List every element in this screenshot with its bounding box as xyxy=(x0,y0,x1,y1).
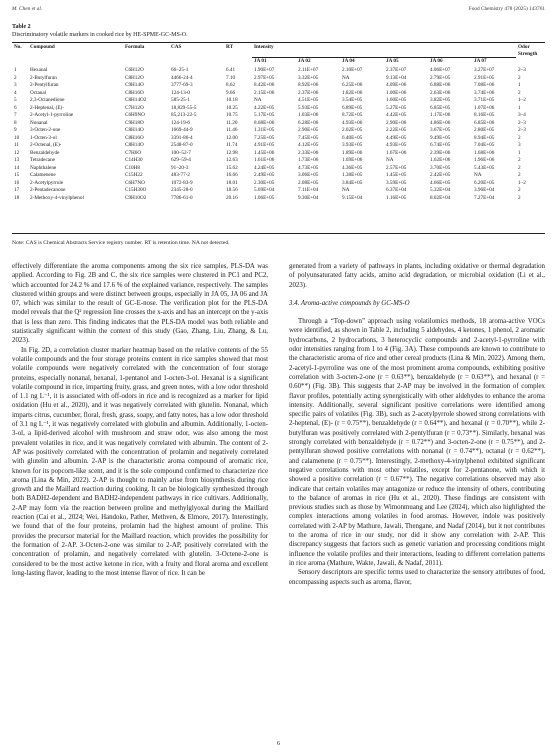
table-cell: NA xyxy=(474,172,482,178)
table-cell: 1.96E+06 xyxy=(474,157,495,163)
table-cell: 2-Pentylfuran xyxy=(30,82,59,88)
table-row xyxy=(12,82,545,90)
table-cell: 2.57E+05 xyxy=(386,164,407,171)
table-cell: 2 xyxy=(518,134,521,141)
table-cell: 18 xyxy=(14,194,20,201)
table-cell: 2.49E+05 xyxy=(254,172,275,178)
table-cell: 2.90E+06 xyxy=(386,119,407,126)
table-cell: 4.66E+05 xyxy=(430,179,451,186)
table-cell: 15 xyxy=(14,172,20,178)
table-cell: 3.32E+05 xyxy=(298,74,319,81)
table-cell: 6.28E+06 xyxy=(298,119,319,126)
table-cell: 3.70E+05 xyxy=(430,164,451,171)
table-cell: 13 xyxy=(14,157,20,163)
table-cell: 66–25-1 xyxy=(171,67,189,73)
table-cell: 1-Octen-3-ol xyxy=(30,134,57,141)
table-cell: 1.16E+05 xyxy=(386,194,407,201)
table-cell: 3 xyxy=(518,142,521,148)
table-cell: 2.79E+05 xyxy=(430,74,451,81)
right-column xyxy=(289,262,545,587)
table-cell: 9.66 xyxy=(226,89,236,96)
table-cell: 6.41 xyxy=(226,67,236,73)
table-cell: 10.75 xyxy=(226,112,238,118)
table-cell: 5.93E+05 xyxy=(298,104,319,111)
table-cell: C7H6O xyxy=(125,149,142,156)
table-cell: 3.27E+07 xyxy=(474,67,495,73)
table-cell: 3.96E+04 xyxy=(474,187,495,193)
running-header-journal: Food Chemistry 478 (2025) 143761 xyxy=(468,6,545,12)
table-cell: 11.20 xyxy=(226,119,238,126)
table-cell: C6H7NO xyxy=(125,179,145,186)
table-cell: 3–4 xyxy=(518,112,526,118)
table-row xyxy=(12,165,545,173)
table-cell: C9H10O2 xyxy=(125,194,147,201)
table-cell: C14H30 xyxy=(125,157,143,163)
table-cell: NA xyxy=(342,187,350,193)
table-cell: 2.91E+05 xyxy=(474,74,495,81)
table-cell: 2.42E+05 xyxy=(430,172,451,178)
table-cell: 4.22E+05 xyxy=(254,104,275,111)
table-cell: 4.73E+05 xyxy=(298,164,319,171)
table-header-row xyxy=(12,44,545,57)
table-cell: 124-13-0 xyxy=(171,89,191,96)
table-cell: 2.10E+07 xyxy=(342,67,363,73)
table-cell: 1.67E+06 xyxy=(386,149,407,156)
table-cell: 7.27E+04 xyxy=(474,194,495,201)
table-cell: 3-Octen-2-one xyxy=(30,127,61,133)
table-cell: C7H12O xyxy=(125,104,144,111)
table-cell: 2.08E+05 xyxy=(298,179,319,186)
table-cell: 124-19-6 xyxy=(171,119,191,126)
table-cell: 9.49E+05 xyxy=(430,134,451,141)
table-cell: 3.71E+05 xyxy=(474,97,495,103)
table-row xyxy=(12,97,545,105)
table-cell: 3777-69-3 xyxy=(171,82,193,88)
table-cell: 2 xyxy=(14,74,17,81)
table-cell: 5.32E+04 xyxy=(430,187,451,193)
table-cell: NA xyxy=(342,74,350,81)
table-cell: 5.43E+05 xyxy=(474,164,495,171)
table-cell: 8.92E+06 xyxy=(298,82,319,88)
table-cell: 7.04E+05 xyxy=(474,142,495,148)
table-row xyxy=(12,180,545,188)
table-cell: 2–3 xyxy=(518,119,526,126)
table-cell: 16 xyxy=(14,179,20,186)
table-cell: 2-Acetyl-1-pyrroline xyxy=(30,112,74,118)
table-cell: 85,213-22-5 xyxy=(171,112,197,118)
table-cell: 4.93E+06 xyxy=(342,119,363,126)
table-cell: 4.12E+05 xyxy=(298,142,319,148)
table-row xyxy=(12,120,545,128)
table-cell: 3.84E+05 xyxy=(342,179,363,186)
table-cell: 7.08E+06 xyxy=(474,82,495,88)
table-cell: 2.02E+05 xyxy=(342,127,363,133)
table-cell: 12.98 xyxy=(226,149,238,156)
table-cell: 4.09E+06 xyxy=(386,82,407,88)
table-cell: 483-77-2 xyxy=(171,172,191,178)
intensity-col-header: JA 04 xyxy=(340,57,384,65)
table-cell: 2.39E+06 xyxy=(430,149,451,156)
table-cell: 6.85E+05 xyxy=(430,104,451,111)
table-cell: 4466-24-4 xyxy=(171,74,193,81)
table-cell: 2-Methoxy-4-vinylphenol xyxy=(30,194,84,201)
table-cell: 1.45E+06 xyxy=(254,149,275,156)
table-cell: 1.31E+05 xyxy=(254,127,275,133)
left-column xyxy=(12,262,268,578)
table-cell: 7.11E+04 xyxy=(298,187,319,193)
table-cell: 8.16E+05 xyxy=(474,112,495,118)
table-bottom-rule xyxy=(12,233,545,234)
table-cell: 3.06E+05 xyxy=(298,172,319,178)
table-cell: 8.68E+06 xyxy=(254,119,275,126)
table-cell: Nonanal xyxy=(30,119,48,126)
right-paragraph-2: Through a “Top-down” approach using volatilomics methods, 18 aroma-active VOCs were identified, as shown in Table 2, including 5 aldehydes, 4 ketones, 1 phenol, 2 aromatic hydrocarbons, 2 hydrocarbons, 3 heterocyclic compounds and 2-acetyl-1-pyrroline with odor intensities ranging from 1 to 4 (Fig. 3A). These compounds are known to contribute to the characteristic aroma of rice and other cereal products (Lina & Min, 2022). Among them, 2-acetyl-1-pyrroline was one of the most prominent aroma compounds, exhibiting positive correlation with 3-octen-2-one (r = 0.63**), benzaldehyde (r = 0.63**), and hexanal (r = 0.60**) (Fig. 3B). This suggests that 2-AP may be involved in the formation of complex flavor profiles, potentially acting synergistically with other aldehydes to enhance the aroma intensity. Additionally, several significant positive correlations were identified among specific pairs of volatiles (Fig. 3B), such as 2-acetylpyrrole showed strong correlations with 2-heptenal, (E)- (r = 0.75**), benzaldehyde (r = 0.64**), and hexanal (r = 0.70**), while 2-butylfuran was positively correlated with 2-pentylfuran (r = 0.73**). Similarly, hexanal was strongly correlated with benzaldehyde (r = 0.72**) and 3-octen-2-one (r = 0.75**), and 2-pentylfuran showed positive correlations with nonanal (r = 0.74**), octanal (r = 0.62**), and calamenene (r = 0.75**). Interestingly, 2-methoxy-4-vinylphenol exhibited significant negative correlations with most other volatiles, except for 2-pentanone, with which it showed a positive correlation (r = 0.67**). The negative correlations observed may also indicate that certain volatiles may antagonize or reduce the intensity of others, contributing to the balance of aromas in rice (Hu et al., 2020). These findings are consistent with previous studies such as those by Wimonmuang and Lee (2024), which also highlighted the complex interactions among volatiles in food aromas. However, indole was positively correlated with 2-AP by Mathure, Jawali, Thengane, and Nadaf (2014), but it not contributes to the aroma of rice in our study, nor did it show any correlation with 2-AP. This discrepancy suggests that factors such as genetic variation and processing conditions might influence the volatile profiles and their interactions, leading to different correlation patterns in rice aroma (Mathure, Wakte, Jawali, & Nadaf, 2011). xyxy=(289,318,545,567)
col-cas: CAS xyxy=(171,44,182,50)
table-cell: 4.93E+05 xyxy=(386,142,407,148)
table-cell: 2.33E+06 xyxy=(298,149,319,156)
table-cell: 20.16 xyxy=(226,194,238,201)
table-cell: Benzaldehyde xyxy=(30,149,60,156)
table-cell: 1.82E+06 xyxy=(342,89,363,96)
table-cell: C15H30O xyxy=(125,187,147,193)
table-cell: 8.42E+06 xyxy=(254,82,275,88)
intensity-col-header: JA 02 xyxy=(296,57,340,65)
table-cell: 11.46 xyxy=(226,127,238,133)
table-cell: 12.00 xyxy=(226,134,238,141)
table-cell: 2-Butylfuran xyxy=(30,74,57,81)
table-cell: 585-25-1 xyxy=(171,97,191,103)
table-cell: 4.91E+05 xyxy=(254,142,275,148)
table-cell: 1072-83-9 xyxy=(171,179,193,186)
table-row xyxy=(12,142,545,150)
left-paragraph-1: effectively differentiate the aroma components among the six rice samples, PLS-DA was applied. According to Fig. 2B and C, the six rice samples were clustered in PC1 and PC2, which accounted for 24.2 % and 17.6 % of the explained variance, respectively. The samples clustered within groups and were distinct between groups, especially in JA 05, JA 06 and JA 07, which was similar to the result of GC-E-nose. The verification plot for the PLS-DA model reveals that the Q² regression line crosses the x-axis and has an intercept on the y-axis that is less than zero. This finding indicates that the PLS-DA model was both reliable and statistically significant within the context of this study (Gao, Zhang, Liu, Zhang, & Lu, 2023). xyxy=(12,263,268,345)
table-cell: 7.10 xyxy=(226,74,236,81)
table-row xyxy=(12,105,545,113)
intensity-col-header: JA 06 xyxy=(428,57,472,65)
table-row xyxy=(12,135,545,143)
table-cell: 5.17E+05 xyxy=(254,112,275,118)
table-cell: 3 xyxy=(14,82,17,88)
table-cell: 1.69E+06 xyxy=(342,157,363,163)
table-cell: Hexanal xyxy=(30,67,48,73)
table-cell: 2345-28-0 xyxy=(171,187,193,193)
table-subheader-row xyxy=(12,57,545,65)
table-row xyxy=(12,172,545,180)
table-cell: 2548-87-0 xyxy=(171,142,193,148)
table-cell: 1.90E+07 xyxy=(254,67,275,73)
table-cell: NA xyxy=(254,97,262,103)
table-cell: 4.06E+07 xyxy=(430,67,451,73)
section-heading: 3.4. Aroma-active compounds by GC-MS-O xyxy=(289,299,410,307)
table-cell: 8 xyxy=(14,119,17,126)
table-cell: 100–52-7 xyxy=(171,149,191,156)
table-note: Note: CAS is Chemical Abstracts Service registry number. RT is retention time. NA not detected. xyxy=(12,240,230,246)
table-label: Table 2 xyxy=(12,24,31,30)
table-cell: 4.42E+05 xyxy=(386,112,407,118)
table-cell: 1.73E+06 xyxy=(298,157,319,163)
table-cell: 2.15E+06 xyxy=(254,89,275,96)
table-cell: 11.74 xyxy=(226,142,238,148)
table-cell: 1669-44-9 xyxy=(171,127,193,133)
table-cell: C9H18O xyxy=(125,119,144,126)
table-cell: C10H8 xyxy=(125,164,140,171)
table-cell: 6.89E+05 xyxy=(342,104,363,111)
table-cell: 2.11E+07 xyxy=(298,67,319,73)
left-paragraph-2: In Fig. 2D, a correlation cluster marker heatmap based on the relative contents of the 55 volatile compounds and the four storage proteins content in rice samples showed that most volatile compounds were negatively correlated with the concentration of four storage proteins, especially nonanal, hexanal, 1-pentanol and 1-octen-3-ol. Hexanal is a significant volatile compound in rice, imparting fruity, grass, and green notes, with a low odor threshold of 1.1 ng L⁻¹, it is associated with off-odors in rice and is recognized as a marker for lipid oxidation (Hu et al., 2020), and it was negatively correlated with glutelin. Nonanal, which imparts citrus, cucumber, floral, fresh, grass, soapy, and fatty notes, has a low odor threshold of 3.1 ng L⁻¹, it was negatively correlated with globulin and albumin. Additionally, 1-octen-3-ol, a lipid-derived alcohol with mushroom and straw odor, was also among the most prevalent volatiles in rice, and it was negatively correlated with albumin. The content of 2-AP was positively correlated with the concentration of prolamin and negatively correlated with glutelin and albumin. 2-AP is the characteristic aroma compound of aromatic rice, known for its popcorn-like scent, and it is the sole compound confirmed to characterize rice aroma (Lina & Min, 2022). 2-AP is thought to mainly arise from biosynthesis during rice growth and the Maillard reaction during cooking. It can be biologically synthesized through both BADH2-dependent and BADH2-independent pathways in rice cultivars. Additionally, 2-AP may form via the reaction between proline and methylglyoxal during the Maillard reaction (Cai et al., 2024; Wei, Handoko, Pather, Methven, & Elmore, 2017). Interestingly, we found that of the four proteins, prolamin had the highest amount of proline. This provides the precursor material for the Maillard reaction, which provides the possibility for the formation of 2-AP. 3-Octen-2-one was similar to 2-AP, positively correlated with the concentration of prolamin, and negatively correlated with glutelin. 3-Octene-2-one is considered to be the most active ketone in rice, with a fruity and floral aroma and excellent long-lasting flavor, leading to the most intense flavor of rice. It can be xyxy=(12,346,268,577)
table-cell: 1.45E+05 xyxy=(386,172,407,178)
table-cell: 18.01 xyxy=(226,179,238,186)
table-cell: 3.67E+05 xyxy=(430,127,451,133)
table-cell: 3.54E+05 xyxy=(342,97,363,103)
table-row xyxy=(12,150,545,158)
table-cell: 18,829-55-5 xyxy=(171,104,197,111)
col-compound: Compound xyxy=(30,44,55,50)
table-cell: 3391-86-4 xyxy=(171,134,193,141)
table-cell: 4.51E+05 xyxy=(298,97,319,103)
table-cell: 1 xyxy=(518,104,521,111)
running-header-authors: M. Chen et al. xyxy=(12,6,43,12)
col-rt: RT xyxy=(226,44,234,50)
table-cell: 10.18 xyxy=(226,97,238,103)
table-cell: 2,3-Octanedione xyxy=(30,97,65,103)
intensity-col-header: JA 01 xyxy=(252,57,296,65)
table-cell: 6.25E+06 xyxy=(342,82,363,88)
col-formula: Formula xyxy=(125,44,145,50)
table-cell: 1.00E+06 xyxy=(386,89,407,96)
table-cell: Octanal xyxy=(30,89,47,96)
table-cell: 12.63 xyxy=(226,157,238,163)
table-cell: 91–20-3 xyxy=(171,164,189,171)
table-cell: 2 xyxy=(518,187,521,193)
table-cell: 1 xyxy=(14,67,17,73)
table-cell: 2-Octenal, (E)- xyxy=(30,142,62,148)
table-cell: 8.94E+05 xyxy=(474,134,495,141)
table-cell: 629–59-4 xyxy=(171,157,191,163)
table-cell: 2–3 xyxy=(518,127,526,133)
table-cell: 8.02E+04 xyxy=(430,194,451,201)
table-cell: 2-Heptenal, (E)- xyxy=(30,104,64,111)
table-cell: 6.85E+06 xyxy=(474,119,495,126)
table-cell: 12 xyxy=(14,149,20,156)
table-row xyxy=(12,195,545,203)
table-cell: NA xyxy=(386,157,394,163)
table-cell: 8.72E+05 xyxy=(342,112,363,118)
table-row xyxy=(12,187,545,195)
table-cell: 1.06E+05 xyxy=(254,194,275,201)
table-row xyxy=(12,65,545,75)
intensity-col-header: JA 05 xyxy=(384,57,428,65)
table-cell: 6.37E+04 xyxy=(386,187,407,193)
table-cell: 1 xyxy=(518,149,521,156)
table-cell: 9.15E+04 xyxy=(342,194,363,201)
table-cell: 2 xyxy=(518,157,521,163)
table-cell: 8.62 xyxy=(226,82,236,88)
table-cell: 15.62 xyxy=(226,164,238,171)
table-row xyxy=(12,112,545,120)
table-cell: 16.66 xyxy=(226,172,238,178)
table-cell: 14 xyxy=(14,164,20,171)
col-odor-strength: Odor Strength xyxy=(518,44,538,57)
table-cell: 2.63E+06 xyxy=(430,89,451,96)
table-cell: 18.56 xyxy=(226,187,238,193)
table-cell: 1.17E+06 xyxy=(430,112,451,118)
table-cell: 5.27E+05 xyxy=(386,104,407,111)
table-top-rule xyxy=(12,42,545,43)
table-cell: 6.40E+05 xyxy=(342,134,363,141)
table-cell: 7.25E+05 xyxy=(254,134,275,141)
table-cell: 9.30E+04 xyxy=(298,194,319,201)
table-cell: C9H14O xyxy=(125,82,144,88)
table-cell: 4.36E+05 xyxy=(342,164,363,171)
table-cell: 1.89E+06 xyxy=(342,149,363,156)
table-cell: 10 xyxy=(14,134,20,141)
table-cell: C8H14O xyxy=(125,127,144,133)
table-row xyxy=(12,127,545,135)
table-cell: 7786-61-0 xyxy=(171,194,193,201)
col-intensity: Intensity xyxy=(254,44,274,50)
table-cell: Calamenene xyxy=(30,172,56,178)
volatile-markers-table xyxy=(12,44,545,202)
table-cell: 6.74E+05 xyxy=(430,142,451,148)
table-cell: 3.93E+05 xyxy=(342,142,363,148)
table-row xyxy=(12,157,545,165)
table-cell: 6.88E+06 xyxy=(430,82,451,88)
table-cell: 4.86E+06 xyxy=(430,119,451,126)
table-cell: 4.49E+05 xyxy=(386,134,407,141)
table-cell: 6 xyxy=(14,104,17,111)
col-no: No. xyxy=(14,44,22,50)
page-number: 6 xyxy=(277,741,280,747)
table-cell: 1.60E+05 xyxy=(386,97,407,103)
table-cell: 17 xyxy=(14,187,20,193)
table-cell: 5.69E+04 xyxy=(254,187,275,193)
table-cell: 9 xyxy=(14,127,17,133)
table-cell: 1.07E+06 xyxy=(474,104,495,111)
table-cell: 3.74E+06 xyxy=(474,89,495,96)
table-cell: 2–3 xyxy=(518,67,526,73)
table-cell: C8H12O xyxy=(125,74,144,81)
table-cell: 2 xyxy=(518,172,521,178)
table-row xyxy=(12,90,545,98)
table-cell: 2 xyxy=(518,74,521,81)
table-cell: 2 xyxy=(518,194,521,201)
table-cell: 3.59E+05 xyxy=(386,179,407,186)
table-cell: C8H16O xyxy=(125,89,144,96)
table-cell: 2.80E+05 xyxy=(474,127,495,133)
table-cell: 2.37E+06 xyxy=(298,89,319,96)
table-cell: C15H22 xyxy=(125,172,143,178)
right-paragraph-3: Sensory descriptors are specific terms used to characterize the sensory attributes of food, encompassing aspects such as aroma, flavor, xyxy=(289,569,545,586)
table-cell: 1.68E+06 xyxy=(474,149,495,156)
table-cell: 6.20E+05 xyxy=(474,179,495,186)
table-cell: C6H12O xyxy=(125,67,144,73)
table-cell: 2-Pentadecanone xyxy=(30,187,66,193)
table-cell: 2.37E+07 xyxy=(386,67,407,73)
table-cell: 2.30E+05 xyxy=(254,179,275,186)
table-cell: 1 xyxy=(518,82,521,88)
intensity-col-header: JA 07 xyxy=(472,57,516,65)
table-cell: 1–2 xyxy=(518,97,526,103)
table-cell: 2.90E+05 xyxy=(298,127,319,133)
table-cell: 2 xyxy=(518,89,521,96)
table-cell: C8H14O2 xyxy=(125,97,147,103)
right-paragraph-1: generated from a variety of pathways in plants, including oxidative or thermal degradation of polyunsaturated fatty acids, amino acid degradation, or microbial oxidation (Li et al., 2023). xyxy=(289,263,545,289)
table-cell: 11 xyxy=(14,142,19,148)
table-cell: 2-Acetylpyrrole xyxy=(30,179,64,186)
table-cell: 3.82E+05 xyxy=(430,97,451,103)
table-cell: 1.38E+05 xyxy=(342,172,363,178)
table-cell: 1.61E+06 xyxy=(254,157,275,163)
table-cell: Naphthalene xyxy=(30,164,57,171)
table-cell: 7 xyxy=(14,112,17,118)
table-cell: 1–2 xyxy=(518,179,526,186)
table-cell: 10.25 xyxy=(226,104,238,111)
table-cell: C6H9NO xyxy=(125,112,145,118)
table-cell: 7.45E+05 xyxy=(298,134,319,141)
table-cell: Tetradecane xyxy=(30,157,55,163)
table-cell: 4.24E+05 xyxy=(254,164,275,171)
table-cell: C8H16O xyxy=(125,134,144,141)
table-caption: Discriminatory volatile markers in cooked rice by HE-SPME-GC-MS-O. xyxy=(12,32,188,38)
table-cell: 2.22E+05 xyxy=(386,127,407,133)
table-cell: 1.03E+06 xyxy=(298,112,319,118)
table-cell: 9.13E+04 xyxy=(386,74,407,81)
table-cell: 2.97E+05 xyxy=(254,74,275,81)
table-cell: 2 xyxy=(518,164,521,171)
table-cell: 1.62E+06 xyxy=(430,157,451,163)
table-cell: 4 xyxy=(14,89,17,96)
table-cell: C8H14O xyxy=(125,142,144,148)
table-row xyxy=(12,75,545,83)
table-cell: 5 xyxy=(14,97,17,103)
